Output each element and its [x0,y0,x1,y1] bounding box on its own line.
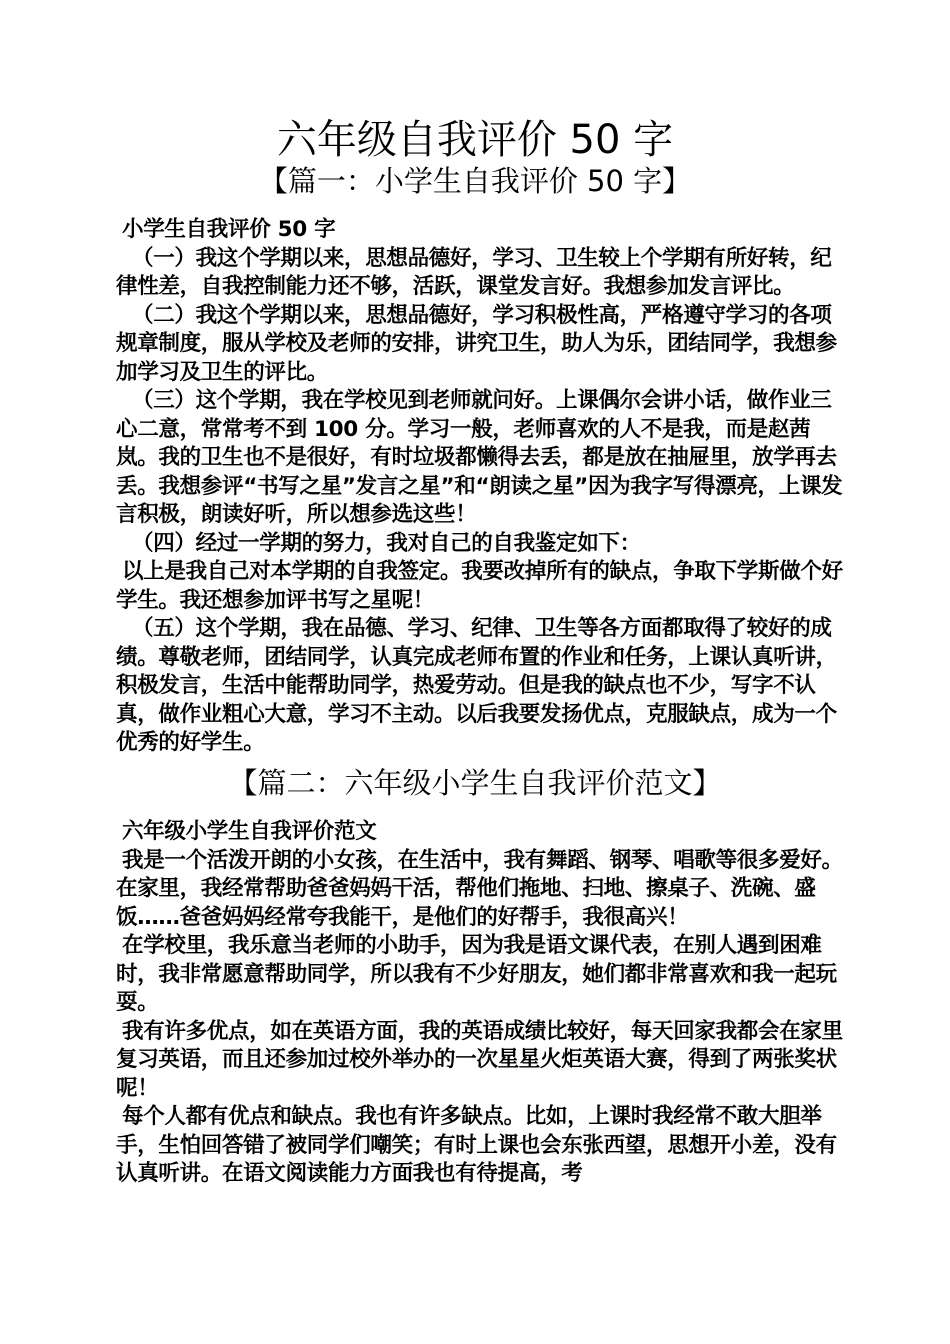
section1-paragraph-2: （二）我这个学期以来，思想品德好，学习积极性高，严格遵守学习的各项规章制度，服从学校及老师的安排，讲究卫生，助人为乐，团结同学，我想参加学习及卫生的评比。 [116,302,837,385]
section1-paragraph-4: （四）经过一学期的努力，我对自己的自我鉴定如下： [132,530,641,556]
section2-body [116,818,846,1189]
section2-paragraph-4: 每个人都有优点和缺点。我也有许多缺点。比如，上课时我经常不敢大胆举手，生怕回答错了被同学们嘲笑；有时上课也会东张西望，思想开小差，没有认真听讲。在语文阅读能力方面我也有待提高，考 [116,1104,837,1186]
section2-heading: 【篇二：六年级小学生自我评价范文】 [228,766,722,800]
section1-paragraph-6: （五）这个学期，我在品德、学习、纪律、卫生等各方面都取得了较好的成绩。尊敬老师，团结同学，认真完成老师布置的作业和任务，上课认真听讲，积极发言，生活中能帮助同学，热爱劳动。但是我的缺点也不少，写字不认真，做作业粗心大意，学习不主动。以后我要发扬优点，克服缺点，成为一个优秀的好学生。 [116,616,837,755]
document-title: 六年级自我评价 50 字 [276,117,674,163]
section1-heading: 【篇一：小学生自我评价 50 字】 [258,164,692,198]
section2-paragraph-1: 我是一个活泼开朗的小女孩，在生活中，我有舞蹈、钢琴、唱歌等很多爱好。在家里，我经常帮助爸爸妈妈干活，帮他们拖地、扫地、擦桌子、洗碗、盛饭……爸爸妈妈经常夸我能干，是他们的好帮手，我很高兴！ [116,847,843,930]
section2-paragraph-2: 在学校里，我乐意当老师的小助手，因为我是语文课代表，在别人遇到困难时，我非常愿意帮助同学，所以我有不少好朋友，她们都非常喜欢和我一起玩耍。 [116,933,837,1015]
section1-subtitle: 小学生自我评价 50 字 [122,217,336,242]
section1-paragraph-3: （三）这个学期，我在学校见到老师就问好。上课偶尔会讲小话，做作业三心二意，常常考不到 100 分。学习一般，老师喜欢的人不是我，而是赵茜岚。我的卫生也不是很好，有时垃圾都懒得去丢，都是放在抽屉里，放学再去丢。我想参评“书写之星”发言之星”和“朗读之星”因为我字写得漂亮，上课发言积极，朗读好听，所以想参选这些！ [116,388,843,527]
section1-paragraph-1: （一）我这个学期以来，思想品德好，学习、卫生较上个学期有所好转，纪律性差，自我控制能力还不够，活跃，课堂发言好。我想参加发言评比。 [116,245,832,299]
section2-paragraph-3: 我有许多优点，如在英语方面，我的英语成绩比较好，每天回家我都会在家里复习英语，而且还参加过校外举办的一次星星火炬英语大赛，得到了两张奖状呢！ [116,1018,843,1101]
section2-subtitle: 六年级小学生自我评价范文 [122,819,377,844]
section1-paragraph-5: 以上是我自己对本学期的自我签定。我要改掉所有的缺点，争取下学斯做个好学生。我还想参加评书写之星呢！ [116,559,843,613]
section1-body [116,216,846,758]
